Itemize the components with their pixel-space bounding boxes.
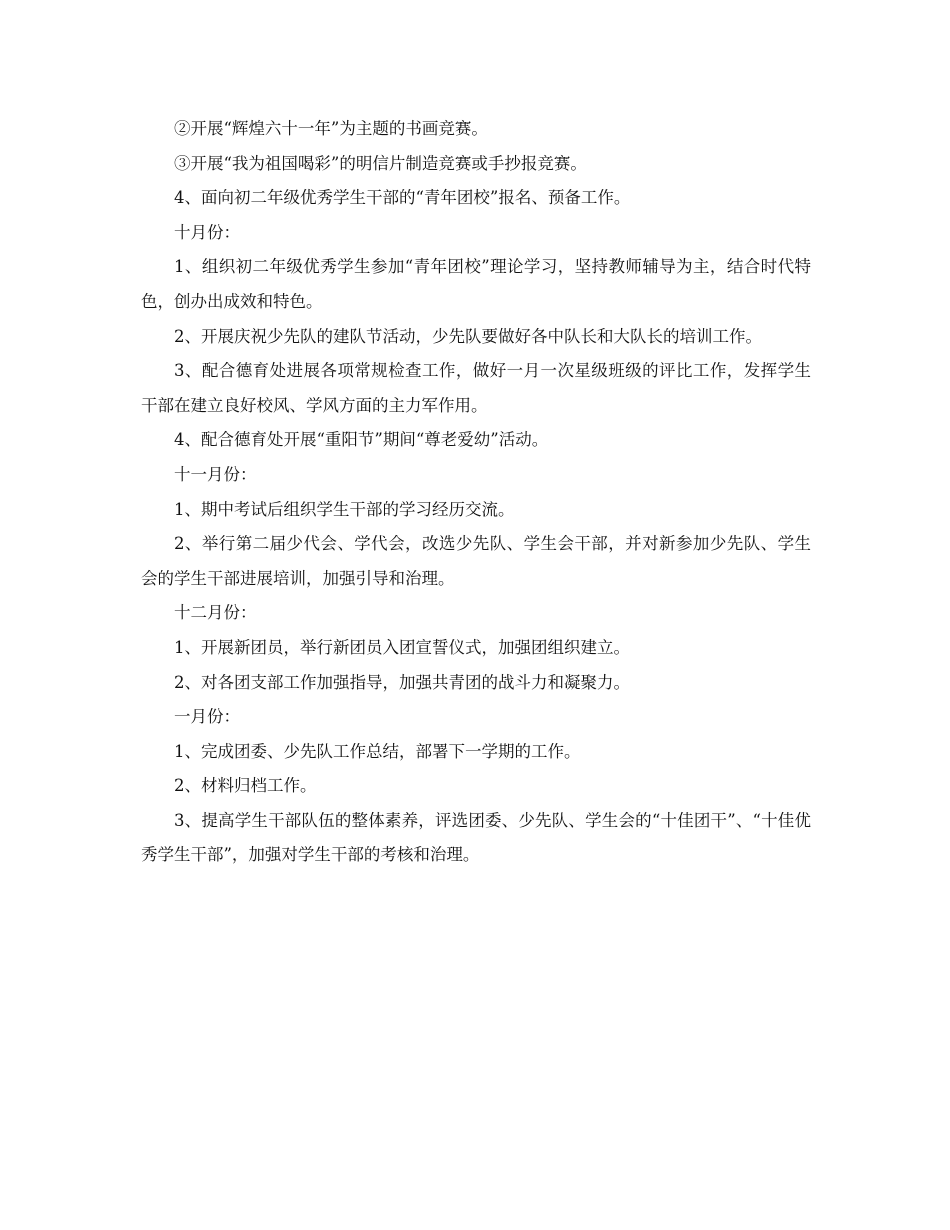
month-heading-october: 十月份：	[174, 222, 240, 242]
paragraph-item-17: 2、材料归档工作。	[174, 776, 317, 796]
paragraph-item-1: ②开展“辉煌六十一年”为主题的书画竞赛。	[174, 119, 488, 138]
paragraph-item-18: 3、提高学生干部队伍的整体素养，评选团委、少先队、学生会的“十佳团干”、“十佳优秀学生干部”，加强对学生干部的考核和治理。	[141, 810, 811, 865]
month-heading-december: 十二月份：	[174, 603, 257, 623]
paragraph-item-3: 4、面向初二年级优秀学生干部的“青年团校”报名、预备工作。	[174, 188, 631, 208]
paragraph-item-14: 2、对各团支部工作加强指导，加强共青团的战斗力和凝聚力。	[174, 672, 630, 692]
paragraph-item-10: 1、期中考试后组织学生干部的学习经历交流。	[174, 499, 515, 519]
month-heading-january: 一月份：	[174, 707, 240, 727]
paragraph-item-11: 2、举行第二届少代会、学代会，改选少先队、学生会干部，并对新参加少先队、学生会的学生干部进展培训，加强引导和治理。	[141, 534, 811, 588]
paragraph-item-7: 3、配合德育处进展各项常规检查工作，做好一月一次星级班级的评比工作，发挥学生干部在建立良好校风、学风方面的主力军作用。	[141, 361, 811, 415]
paragraph-item-2: ③开展“我为祖国喝彩”的明信片制造竞赛或手抄报竞赛。	[174, 153, 587, 173]
paragraph-item-16: 1、完成团委、少先队工作总结，部署下一学期的工作。	[174, 741, 581, 761]
document-body	[141, 112, 811, 873]
paragraph-item-6: 2、开展庆祝少先队的建队节活动，少先队要做好各中队长和大队长的培训工作。	[174, 326, 762, 346]
paragraph-item-8: 4、配合德育处开展“重阳节”期间“尊老爱幼”活动。	[174, 430, 549, 450]
month-heading-november: 十一月份：	[174, 464, 257, 484]
paragraph-item-5: 1、组织初二年级优秀学生参加“青年团校”理论学习，坚持教师辅导为主，结合时代特色，创办出成效和特色。	[141, 257, 811, 311]
paragraph-item-13: 1、开展新团员，举行新团员入团宣誓仪式，加强团组织建立。	[174, 637, 630, 657]
